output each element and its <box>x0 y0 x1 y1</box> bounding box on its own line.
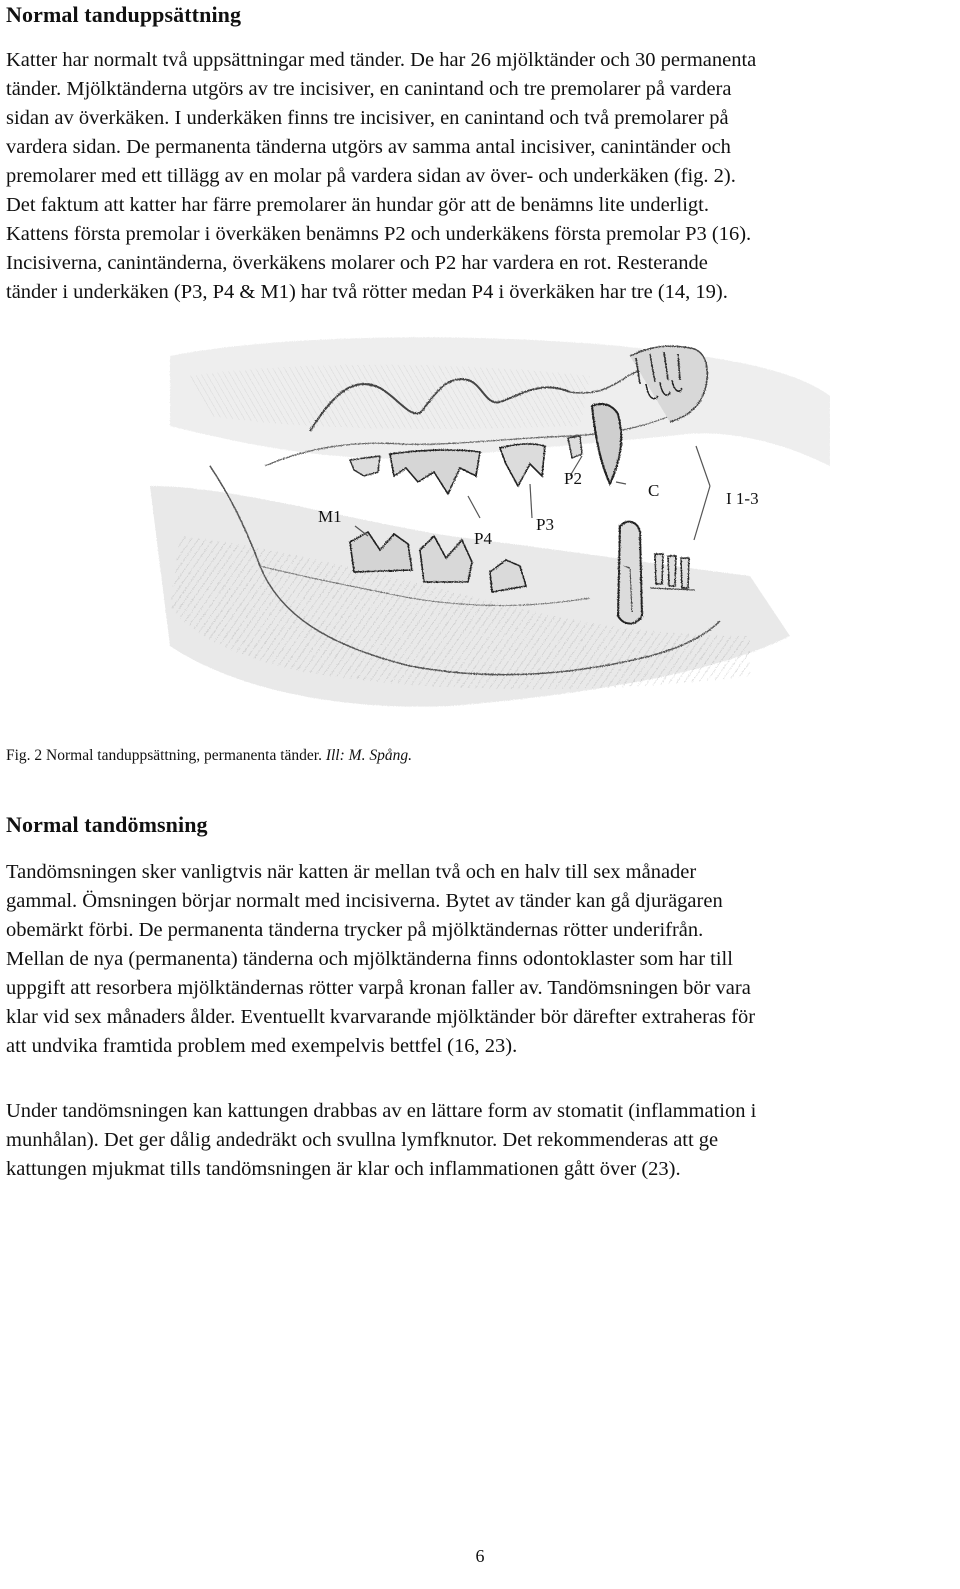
text-line: Katter har normalt två uppsättningar med tänder. De har 26 mjölktänder och 30 permanenta <box>6 49 757 71</box>
text-line: att undvika framtida problem med exempelvis bettfel (16, 23). <box>6 1035 518 1057</box>
paragraph-tooth-set <box>6 46 954 307</box>
text-line: vardera sidan. De permanenta tänderna utgörs av samma antal incisiver, canintänder och <box>6 136 731 158</box>
text-line: obemärkt förbi. De permanenta tänderna trycker på mjölktändernas rötter underifrån. <box>6 919 704 941</box>
paragraph-tooth-change <box>6 858 954 1061</box>
text-line: gammal. Ömsningen börjar normalt med incisiverna. Bytet av tänder kan gå djurägaren <box>6 890 723 912</box>
section-heading-tooth-change: Normal tandömsning <box>6 812 208 837</box>
text-line: Under tandömsningen kan kattungen drabbas av en lättare form av stomatit (inflammation i <box>6 1100 757 1122</box>
text-line: sidan av överkäken. I underkäken finns tre incisiver, en canintand och två premolarer på <box>6 107 729 129</box>
text-line: Kattens första premolar i överkäken benämns P2 och underkäkens första premolar P3 (16). <box>6 223 752 245</box>
caption-text: Fig. 2 Normal tanduppsättning, permanenta tänder. <box>6 747 326 764</box>
paragraph-stomatitis <box>6 1097 954 1184</box>
label-incisors: I 1-3 <box>726 489 759 508</box>
text-line: Mellan de nya (permanenta) tänderna och mjölktänderna finns odontoklaster som har till <box>6 948 733 970</box>
text-line: klar vid sex månaders ålder. Eventuellt kvarvarande mjölktänder bör därefter extraheras för <box>6 1006 756 1028</box>
label-p3: P3 <box>536 515 554 534</box>
text-line: uppgift att resorbera mjölktändernas rötter varpå kronan faller av. Tandömsningen bör vara <box>6 977 751 999</box>
text-line: Incisiverna, canintänderna, överkäkens molarer och P2 har vardera en rot. Resterande <box>6 252 708 274</box>
text-line: tänder. Mjölktänderna utgörs av tre incisiver, en canintand och tre premolarer på vardera <box>6 78 732 100</box>
page-number: 6 <box>475 1546 485 1566</box>
label-c: C <box>648 481 660 500</box>
text-line: tänder i underkäken (P3, P4 & M1) har två rötter medan P4 i överkäken har tre (14, 19). <box>6 281 728 303</box>
jaw-sketch <box>150 337 830 706</box>
label-m1: M1 <box>318 507 342 526</box>
text-line: munhålan). Det ger dålig andedräkt och svullna lymfknutor. Det rekommenderas att ge <box>6 1129 719 1151</box>
text-line: kattungen mjukmat tills tandömsningen är klar och inflammationen gått över (23). <box>6 1158 681 1180</box>
label-p2: P2 <box>564 469 582 488</box>
section-heading-tooth-set: Normal tanduppsättning <box>6 2 242 27</box>
caption-credit: Ill: M. Spång. <box>325 747 412 764</box>
text-line: premolarer med ett tillägg av en molar på vardera sidan av över- och underkäken (fig. 2). <box>6 165 736 187</box>
text-line: Tandömsningen sker vanligtvis när katten är mellan två och en halv till sex månader <box>6 861 697 883</box>
label-p4: P4 <box>474 529 492 548</box>
cat-jaw-illustration <box>150 336 830 721</box>
text-line: Det faktum att katter har färre premolarer än hundar gör att de benämns lite underligt. <box>6 194 709 216</box>
figure-caption <box>6 747 412 765</box>
